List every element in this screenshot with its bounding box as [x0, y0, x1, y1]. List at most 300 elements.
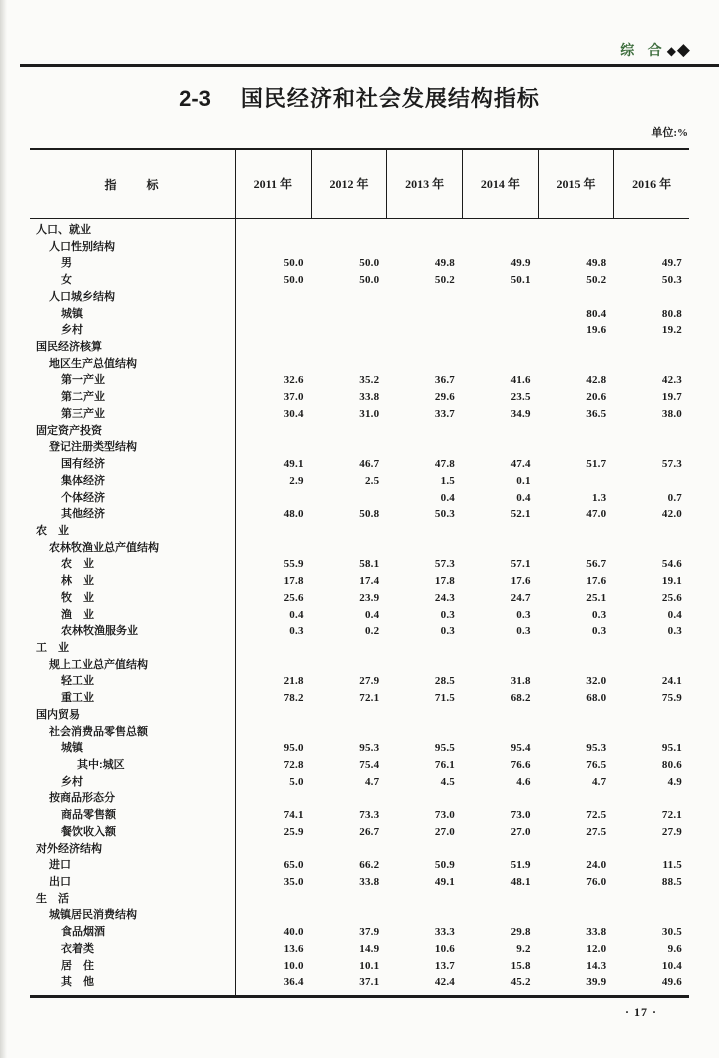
value-cell: 31.0: [359, 407, 380, 420]
table-body: [30, 219, 689, 995]
value-cell: 75.9: [661, 692, 682, 705]
indicator-label: 其 他: [61, 976, 94, 989]
value-cell: [311, 790, 387, 807]
value-cell: 10.6: [434, 942, 455, 955]
table-row: [30, 540, 689, 557]
indicator-label: 商品零售额: [61, 809, 116, 822]
value-cell: 49.8: [586, 257, 607, 270]
value-cell: 95.5: [434, 742, 455, 755]
value-cell: 35.0: [283, 876, 304, 889]
value-cell: [613, 356, 689, 373]
value-cell: 23.9: [359, 591, 380, 604]
table-row: [30, 874, 689, 891]
table-row: [30, 857, 689, 874]
value-cell: 72.5: [586, 809, 607, 822]
value-cell: 32.6: [283, 374, 304, 387]
table-row: [30, 556, 689, 573]
indicator-label: 农林牧渔业总产值结构: [49, 541, 159, 554]
value-cell: 0.1: [516, 474, 531, 487]
value-cell: 80.8: [661, 307, 682, 320]
value-cell: 13.6: [283, 942, 304, 955]
value-cell: 0.3: [591, 625, 607, 638]
value-cell: [311, 356, 387, 373]
indicator-label: 人口、就业: [36, 224, 91, 236]
value-cell: 49.1: [434, 876, 455, 889]
value-cell: 50.3: [434, 508, 455, 521]
value-cell: [311, 657, 387, 674]
value-cell: 0.3: [289, 625, 304, 638]
value-cell: 95.0: [283, 742, 304, 755]
value-cell: 2.5: [364, 474, 380, 487]
value-cell: 95.1: [661, 742, 682, 755]
value-cell: [538, 907, 614, 924]
value-cell: 76.6: [510, 759, 531, 771]
table-row: [30, 807, 689, 824]
value-cell: 17.8: [283, 575, 304, 588]
indicator-label: 男: [61, 257, 72, 270]
value-cell: [538, 657, 614, 674]
value-cell: 50.2: [434, 274, 455, 287]
value-cell: 2.9: [289, 474, 304, 487]
indicator-label: 登记注册类型结构: [49, 441, 137, 454]
value-cell: [311, 439, 387, 456]
value-cell: 95.4: [510, 742, 531, 755]
indicator-label: 出口: [49, 876, 71, 889]
value-cell: 76.5: [586, 759, 607, 771]
value-cell: 25.6: [283, 591, 304, 604]
indicator-label: 人口性别结构: [49, 240, 115, 253]
table-row: [30, 523, 689, 540]
value-cell: 14.9: [359, 942, 380, 955]
value-cell: 17.6: [510, 575, 531, 588]
table-row: [30, 790, 689, 807]
value-cell: 31.8: [510, 675, 531, 688]
value-cell: [613, 707, 689, 724]
value-cell: 0.3: [440, 608, 455, 621]
value-cell: [311, 423, 387, 440]
value-cell: 0.3: [440, 625, 455, 638]
chapter-tab: [620, 40, 690, 60]
year-column-header-2011: 2011 年: [253, 177, 292, 191]
value-cell: 73.3: [359, 809, 380, 822]
table-row: [30, 690, 689, 707]
value-cell: [386, 657, 462, 674]
value-cell: [613, 640, 689, 657]
value-cell: 27.0: [434, 825, 455, 838]
value-cell: 50.0: [359, 274, 380, 287]
table-row: [30, 289, 689, 306]
value-cell: 66.2: [359, 859, 380, 872]
value-cell: 36.5: [586, 407, 607, 420]
value-cell: 50.9: [434, 859, 455, 872]
value-cell: 27.0: [510, 825, 531, 838]
value-cell: 50.2: [586, 274, 607, 287]
value-cell: 33.8: [586, 926, 607, 939]
value-cell: 27.9: [359, 675, 380, 688]
value-cell: [462, 423, 538, 440]
value-cell: 50.3: [661, 274, 682, 287]
unit-note: 单位:%: [651, 127, 688, 139]
value-cell: [235, 540, 311, 557]
table-row: [30, 707, 689, 724]
value-cell: 35.2: [359, 374, 380, 387]
value-cell: [462, 640, 538, 657]
indicator-label: 女: [61, 274, 72, 287]
value-cell: [462, 289, 538, 306]
table-row: [30, 724, 689, 741]
value-cell: 0.3: [516, 608, 531, 621]
value-cell: [235, 289, 311, 306]
value-cell: [538, 239, 614, 256]
indicator-label: 地区生产总值结构: [49, 357, 137, 370]
value-cell: 72.1: [359, 692, 380, 705]
value-cell: 49.8: [434, 257, 455, 270]
indicator-label: 居 住: [61, 959, 94, 972]
table-row: [30, 824, 689, 841]
indicator-label: 城镇: [61, 307, 83, 320]
value-cell: [311, 339, 387, 356]
value-cell: 50.8: [359, 508, 380, 521]
value-cell: [386, 239, 462, 256]
value-cell: [311, 322, 387, 339]
value-cell: 33.8: [359, 391, 380, 404]
value-cell: [235, 439, 311, 456]
value-cell: 10.0: [283, 959, 304, 972]
table-row: [30, 490, 689, 507]
indicator-label: 社会消费品零售总额: [49, 725, 148, 738]
table-row: [30, 239, 689, 256]
value-cell: 1.3: [591, 491, 607, 504]
value-cell: [538, 640, 614, 657]
table-row: [30, 623, 689, 640]
indicator-label: 进口: [49, 859, 71, 872]
indicator-label: 第三产业: [61, 407, 105, 420]
value-cell: [235, 657, 311, 674]
value-cell: 13.7: [434, 959, 455, 972]
value-cell: 46.7: [359, 458, 380, 471]
value-cell: [613, 289, 689, 306]
value-cell: 52.1: [510, 508, 531, 521]
value-cell: [235, 322, 311, 339]
value-cell: [538, 473, 614, 490]
value-cell: 19.1: [661, 575, 682, 588]
indicator-label: 轻工业: [61, 675, 94, 688]
table-row: [30, 322, 689, 339]
value-cell: 49.9: [510, 257, 531, 270]
table-row: [30, 473, 689, 490]
value-cell: 19.7: [661, 391, 682, 404]
value-cell: 42.8: [586, 374, 607, 387]
value-cell: 26.7: [359, 825, 380, 838]
value-cell: [386, 306, 462, 323]
value-cell: 36.4: [283, 976, 304, 989]
value-cell: [386, 356, 462, 373]
value-cell: [538, 222, 614, 239]
value-cell: [613, 841, 689, 858]
value-cell: 9.6: [667, 942, 682, 955]
value-cell: [462, 222, 538, 239]
table-row: [30, 406, 689, 423]
value-cell: [235, 339, 311, 356]
value-cell: 0.4: [667, 608, 682, 621]
value-cell: 56.7: [586, 558, 607, 571]
value-cell: [311, 724, 387, 741]
value-cell: 11.5: [662, 859, 682, 872]
value-cell: [462, 907, 538, 924]
value-cell: 72.1: [661, 809, 682, 822]
value-cell: [613, 907, 689, 924]
table-row: [30, 339, 689, 356]
value-cell: 33.3: [434, 926, 455, 939]
table-row: [30, 607, 689, 624]
year-column-header-2012: 2012 年: [311, 150, 387, 218]
value-cell: [311, 239, 387, 256]
year-column-header-2015: 2015 年: [538, 150, 614, 218]
value-cell: 30.4: [283, 407, 304, 420]
value-cell: 28.5: [434, 675, 455, 688]
value-cell: 68.2: [510, 692, 531, 705]
indicator-table: [30, 148, 689, 998]
value-cell: [235, 306, 311, 323]
value-cell: [235, 239, 311, 256]
value-cell: 88.5: [661, 876, 682, 889]
year-column-header-2013: 2013 年: [386, 150, 462, 218]
table-number: 2-3: [179, 86, 211, 111]
value-cell: [462, 523, 538, 540]
value-cell: 48.1: [510, 876, 531, 889]
indicator-label: 国内贸易: [36, 708, 80, 721]
value-cell: [613, 239, 689, 256]
value-cell: 50.0: [283, 257, 304, 270]
value-cell: 10.1: [359, 959, 380, 972]
table-row: [30, 924, 689, 941]
value-cell: 72.8: [283, 759, 304, 771]
value-cell: 4.5: [440, 775, 455, 788]
value-cell: 4.9: [667, 775, 682, 788]
column-divider: [235, 150, 236, 995]
value-cell: [235, 907, 311, 924]
value-cell: 47.0: [586, 508, 607, 521]
value-cell: 71.5: [434, 692, 455, 705]
value-cell: 47.8: [434, 458, 455, 471]
table-row: [30, 757, 689, 774]
value-cell: [613, 339, 689, 356]
indicator-label: 林 业: [61, 575, 94, 588]
value-cell: 0.3: [667, 625, 682, 638]
diamond-icon-large: ◆: [676, 40, 690, 59]
indicator-label: 个体经济: [61, 491, 105, 504]
table-row: [30, 891, 689, 908]
value-cell: [235, 724, 311, 741]
value-cell: [538, 724, 614, 741]
value-cell: [386, 339, 462, 356]
value-cell: [538, 289, 614, 306]
value-cell: [462, 841, 538, 858]
value-cell: [462, 239, 538, 256]
year-column-header-2016: 2016 年: [613, 150, 689, 218]
indicator-label: 人口城乡结构: [49, 290, 115, 303]
value-cell: 24.0: [586, 859, 607, 872]
value-cell: [538, 891, 614, 908]
table-row: [30, 306, 689, 323]
value-cell: [235, 222, 311, 239]
table-row: [30, 356, 689, 373]
table-row: [30, 255, 689, 272]
value-cell: 0.4: [516, 491, 531, 504]
indicator-label: 对外经济结构: [36, 842, 102, 855]
value-cell: 34.9: [510, 407, 531, 420]
table-row: [30, 389, 689, 406]
value-cell: 19.6: [586, 324, 607, 337]
indicator-label: 国有经济: [61, 458, 105, 471]
value-cell: [311, 222, 387, 239]
value-cell: 95.3: [586, 742, 607, 755]
value-cell: 55.9: [283, 558, 304, 571]
value-cell: 57.3: [434, 558, 455, 571]
value-cell: [311, 289, 387, 306]
table-row: [30, 657, 689, 674]
value-cell: 23.5: [510, 391, 531, 404]
value-cell: [613, 439, 689, 456]
chapter-tab-label: 综 合: [620, 44, 667, 59]
value-cell: [613, 657, 689, 674]
value-cell: [311, 707, 387, 724]
indicator-label: 集体经济: [61, 474, 105, 487]
indicator-label: 其中:城区: [77, 759, 125, 771]
value-cell: 57.3: [661, 458, 682, 471]
value-cell: [386, 724, 462, 741]
value-cell: 1.5: [440, 474, 455, 487]
table-row: [30, 222, 689, 239]
indicator-label: 按商品形态分: [49, 792, 115, 805]
value-cell: 41.6: [510, 374, 531, 387]
value-cell: [462, 306, 538, 323]
table-row: [30, 673, 689, 690]
value-cell: [311, 640, 387, 657]
value-cell: 54.6: [661, 558, 682, 571]
value-cell: 76.0: [586, 876, 607, 889]
value-cell: [538, 790, 614, 807]
value-cell: 32.0: [586, 675, 607, 688]
value-cell: [613, 523, 689, 540]
value-cell: 95.3: [359, 742, 380, 755]
indicator-label: 重工业: [61, 692, 94, 705]
value-cell: [386, 423, 462, 440]
value-cell: 17.6: [586, 575, 607, 588]
table-row: [30, 958, 689, 975]
value-cell: 50.0: [359, 257, 380, 270]
value-cell: [462, 339, 538, 356]
indicator-label: 乡村: [61, 324, 83, 337]
value-cell: [462, 439, 538, 456]
table-row: [30, 272, 689, 289]
value-cell: [613, 423, 689, 440]
indicator-label: 城镇: [61, 742, 83, 755]
indicator-label: 农林牧渔服务业: [61, 625, 138, 638]
value-cell: 73.0: [434, 809, 455, 822]
indicator-label: 餐饮收入额: [61, 825, 116, 838]
value-cell: [613, 473, 689, 490]
value-cell: [462, 540, 538, 557]
value-cell: 48.0: [283, 508, 304, 521]
value-cell: [235, 356, 311, 373]
value-cell: 47.4: [510, 458, 531, 471]
table-row: [30, 974, 689, 991]
value-cell: [613, 891, 689, 908]
value-cell: [311, 490, 387, 507]
value-cell: [386, 640, 462, 657]
value-cell: [462, 356, 538, 373]
value-cell: [538, 707, 614, 724]
table-row: [30, 841, 689, 858]
indicator-label: 农 业: [61, 558, 94, 571]
indicator-label: 其他经济: [61, 508, 105, 521]
value-cell: 76.1: [434, 759, 455, 771]
indicator-column-header: 指 标: [104, 177, 161, 192]
value-cell: 4.7: [591, 775, 607, 788]
value-cell: 25.6: [661, 591, 682, 604]
value-cell: 0.3: [516, 625, 531, 638]
value-cell: [462, 891, 538, 908]
indicator-label: 第一产业: [61, 374, 105, 387]
value-cell: 29.6: [434, 391, 455, 404]
value-cell: [235, 707, 311, 724]
value-cell: 4.6: [516, 775, 531, 788]
indicator-label: 生 活: [36, 892, 69, 905]
year-column-header-2014: 2014 年: [462, 150, 538, 218]
value-cell: 25.1: [586, 591, 607, 604]
value-cell: 24.7: [510, 591, 531, 604]
value-cell: 49.1: [283, 458, 304, 471]
value-cell: 17.8: [434, 575, 455, 588]
value-cell: 0.4: [289, 608, 304, 621]
value-cell: 49.7: [661, 257, 682, 270]
indicator-label: 衣着类: [61, 942, 94, 955]
value-cell: [235, 891, 311, 908]
value-cell: 33.7: [434, 407, 455, 420]
value-cell: 75.4: [359, 759, 380, 771]
value-cell: 15.8: [510, 959, 531, 972]
value-cell: [386, 707, 462, 724]
table-title-text: 国民经济和社会发展结构指标: [240, 86, 540, 111]
indicator-label: 农 业: [36, 524, 69, 537]
table-row: [30, 372, 689, 389]
value-cell: [538, 841, 614, 858]
value-cell: [538, 423, 614, 440]
value-cell: 4.7: [364, 775, 380, 788]
value-cell: [235, 790, 311, 807]
value-cell: 51.9: [510, 859, 531, 872]
value-cell: [311, 841, 387, 858]
table-row: [30, 640, 689, 657]
indicator-label: 工 业: [36, 641, 69, 654]
value-cell: [386, 891, 462, 908]
value-cell: [311, 306, 387, 323]
value-cell: [311, 907, 387, 924]
value-cell: [386, 841, 462, 858]
value-cell: 20.6: [586, 391, 607, 404]
value-cell: 42.4: [434, 976, 455, 989]
value-cell: [613, 790, 689, 807]
value-cell: 29.8: [510, 926, 531, 939]
page-number: · 17 ·: [624, 1005, 657, 1019]
value-cell: [386, 540, 462, 557]
indicator-label: 第二产业: [61, 391, 105, 404]
value-cell: [235, 423, 311, 440]
indicator-label: 牧 业: [61, 591, 94, 604]
diamond-icon-small: ◆: [666, 44, 677, 58]
value-cell: 73.0: [510, 809, 531, 822]
